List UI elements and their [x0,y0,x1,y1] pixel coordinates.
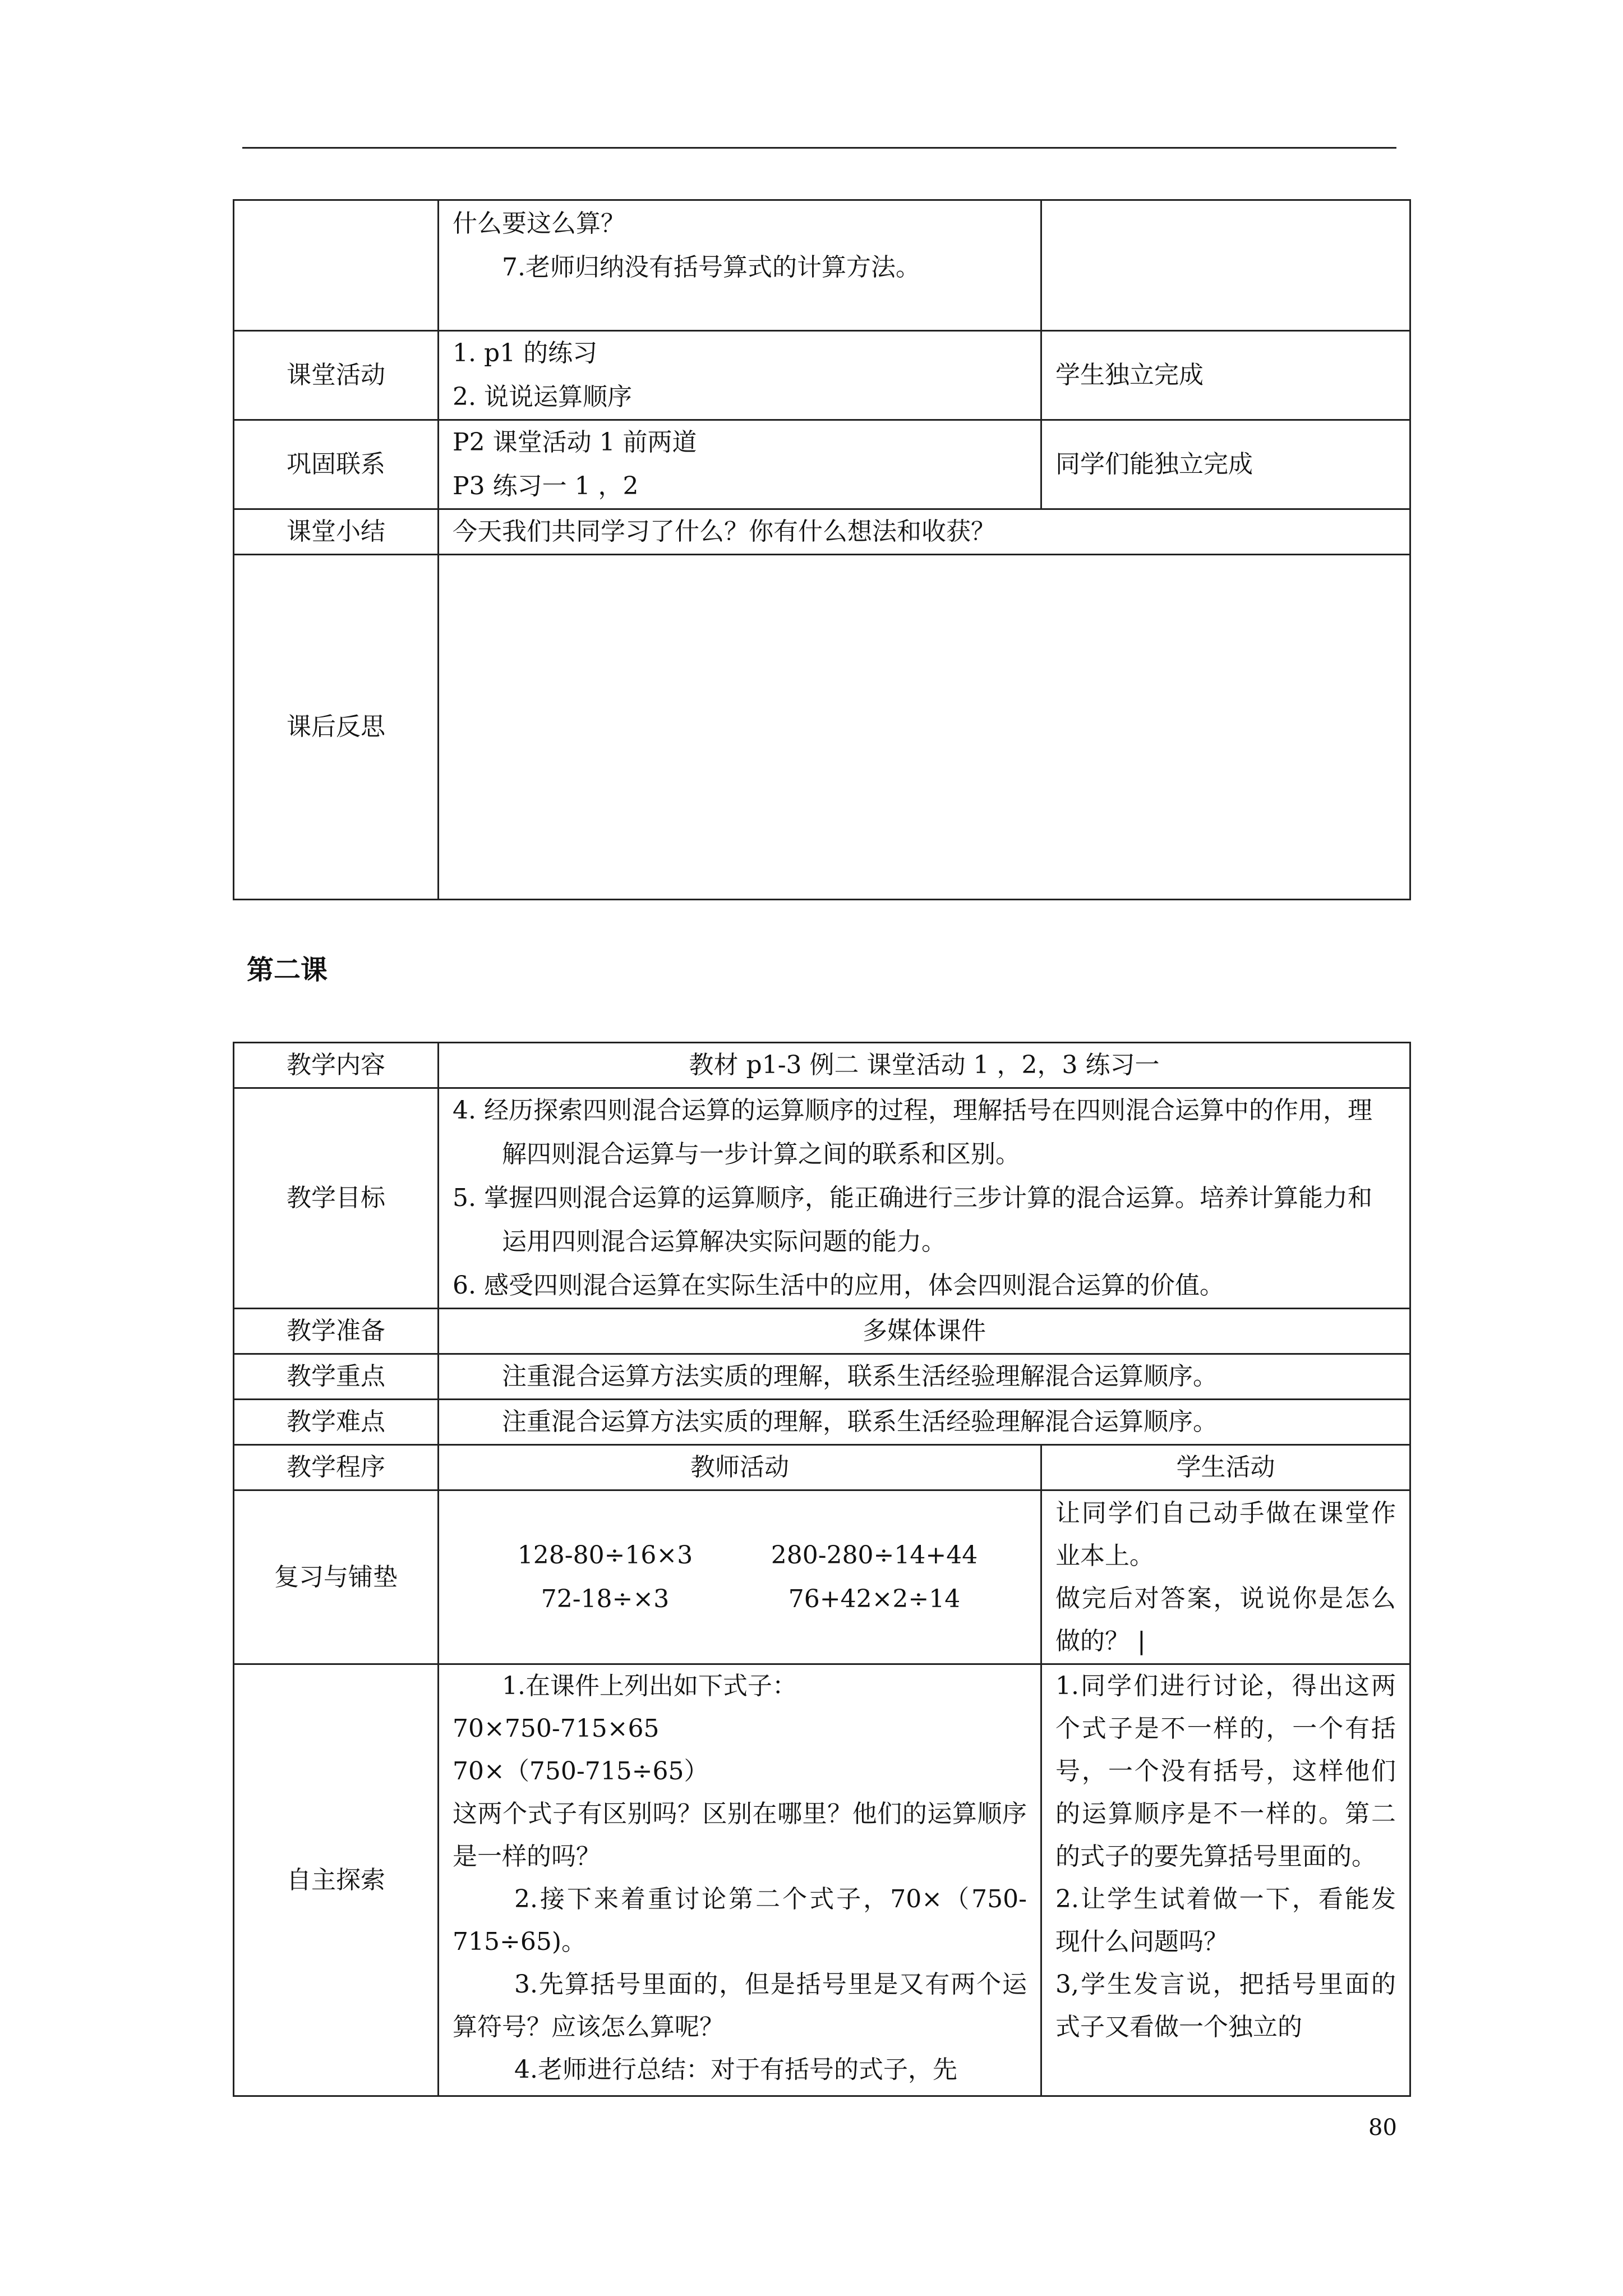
text-line: 1. p1 的练习 [453,339,598,367]
table-row [234,331,1410,420]
student-activity-cell: 学生独立完成 [1041,331,1410,420]
table-row [234,1445,1410,1490]
table-row [234,1088,1410,1309]
teacher-activity-cell [439,331,1041,420]
table-row [234,200,1410,331]
table-row [234,1400,1410,1445]
review-formulas [439,1490,1041,1664]
text-cursor: | [1137,1626,1146,1655]
text-paragraph [1055,1577,1396,1663]
table-row [234,1354,1410,1400]
formula: 72-18÷×3 [541,1584,670,1613]
row-label [234,200,439,331]
table-row [234,420,1410,509]
student-activity-cell [1041,200,1410,331]
explore-teacher-cell [439,1664,1041,2096]
row-label: 复习与铺垫 [234,1490,439,1664]
key-value: 注重混合运算方法实质的理解，联系生活经验理解混合运算顺序。 [439,1354,1410,1400]
prep-value: 多媒体课件 [439,1309,1410,1354]
row-label: 巩固联系 [234,420,439,509]
explore-student-cell [1041,1664,1410,2096]
lesson-table-1 [233,199,1411,900]
text-line: P2 课堂活动 1 前两道 [453,428,697,457]
text-paragraph: 3,学生发言说，把括号里面的式子又看做一个独立的 [1055,1970,1396,2041]
list-item: 5. 掌握四则混合运算的运算顺序，能正确进行三步计算的混合运算。培养计算能力和运用四则混合运算解决实际问题的能力。 [453,1184,1372,1256]
teacher-activity-cell [439,200,1041,331]
list-item: 4. 经历探索四则混合运算的运算顺序的过程，理解括号在四则混合运算中的作用，理解四则混合运算与一步计算之间的联系和区别。 [453,1096,1372,1168]
list-item: 6. 感受四则混合运算在实际生活中的应用，体会四则混合运算的价值。 [453,1271,1224,1300]
text-paragraph: 4.老师进行总结：对于有括号的式子，先 [514,2055,957,2084]
row-label: 教学准备 [234,1309,439,1354]
header-rule [242,147,1396,149]
text-line: 7.老师归纳没有括号算式的计算方法。 [502,253,920,282]
page-number: 80 [1368,2115,1397,2141]
text-paragraph: 2.接下来着重讨论第二个式子，70×（750-715÷65)。 [453,1885,1027,1956]
table-row [234,555,1410,900]
row-label: 教学重点 [234,1354,439,1400]
lesson-table-2 [233,1042,1411,2097]
table-row [234,1309,1410,1354]
student-activity-cell: 同学们能独立完成 [1041,420,1410,509]
text-paragraph: 这两个式子有区别吗？区别在哪里？他们的运算顺序是一样的吗？ [453,1800,1027,1871]
row-label: 教学内容 [234,1043,439,1088]
text-line: P3 练习一 1 ，2 [453,472,639,500]
review-student-cell [1041,1490,1410,1664]
text-paragraph: 70×750-715×65 [453,1714,660,1743]
table-row [234,1043,1410,1088]
formula: 128-80÷16×3 [517,1540,693,1570]
table-row [234,1490,1410,1664]
content-value: 教材 p1-3 例二 课堂活动 1 ，2，3 练习一 [439,1043,1410,1088]
text-paragraph: 1.在课件上列出如下式子： [502,1672,797,1700]
text-paragraph: 1.同学们进行讨论，得出这两个式子是不一样的，一个有括号，一个没有括号，这样他们的运算顺序是不一样的。第二的式子的要先算括号里面的。 [1055,1672,1396,1871]
table-row [234,1664,1410,2096]
text-paragraph: 让同学们自己动手做在课堂作业本上。 [1055,1498,1396,1570]
text-paragraph: 3.先算括号里面的，但是括号里是又有两个运算符号？应该怎么算呢？ [453,1970,1027,2041]
row-label: 教学程序 [234,1445,439,1490]
row-label: 自主探索 [234,1664,439,2096]
section-title: 第二课 [247,954,328,986]
text-paragraph: 70×（750-715÷65） [453,1757,709,1786]
formula: 280-280÷14+44 [771,1540,978,1570]
reflection-cell [439,555,1410,900]
teacher-activity-header: 教师活动 [439,1445,1041,1490]
row-label: 课堂活动 [234,331,439,420]
goals-list [439,1088,1410,1309]
row-label: 教学目标 [234,1088,439,1309]
summary-cell: 今天我们共同学习了什么？你有什么想法和收获？ [439,509,1410,555]
row-label: 课堂小结 [234,509,439,555]
student-activity-header: 学生活动 [1041,1445,1410,1490]
row-label: 课后反思 [234,555,439,900]
text-line: 什么要这么算？ [453,209,625,238]
formula: 76+42×2÷14 [788,1584,961,1613]
row-label: 教学难点 [234,1400,439,1445]
table-row [234,509,1410,555]
text-line: 2. 说说运算顺序 [453,383,632,411]
text-span: 做完后对答案，说说你是怎么做的？ [1055,1584,1396,1655]
text-paragraph: 2.让学生试着做一下，看能发现什么问题吗？ [1055,1885,1396,1956]
teacher-activity-cell [439,420,1041,509]
difficulty-value: 注重混合运算方法实质的理解，联系生活经验理解混合运算顺序。 [439,1400,1410,1445]
